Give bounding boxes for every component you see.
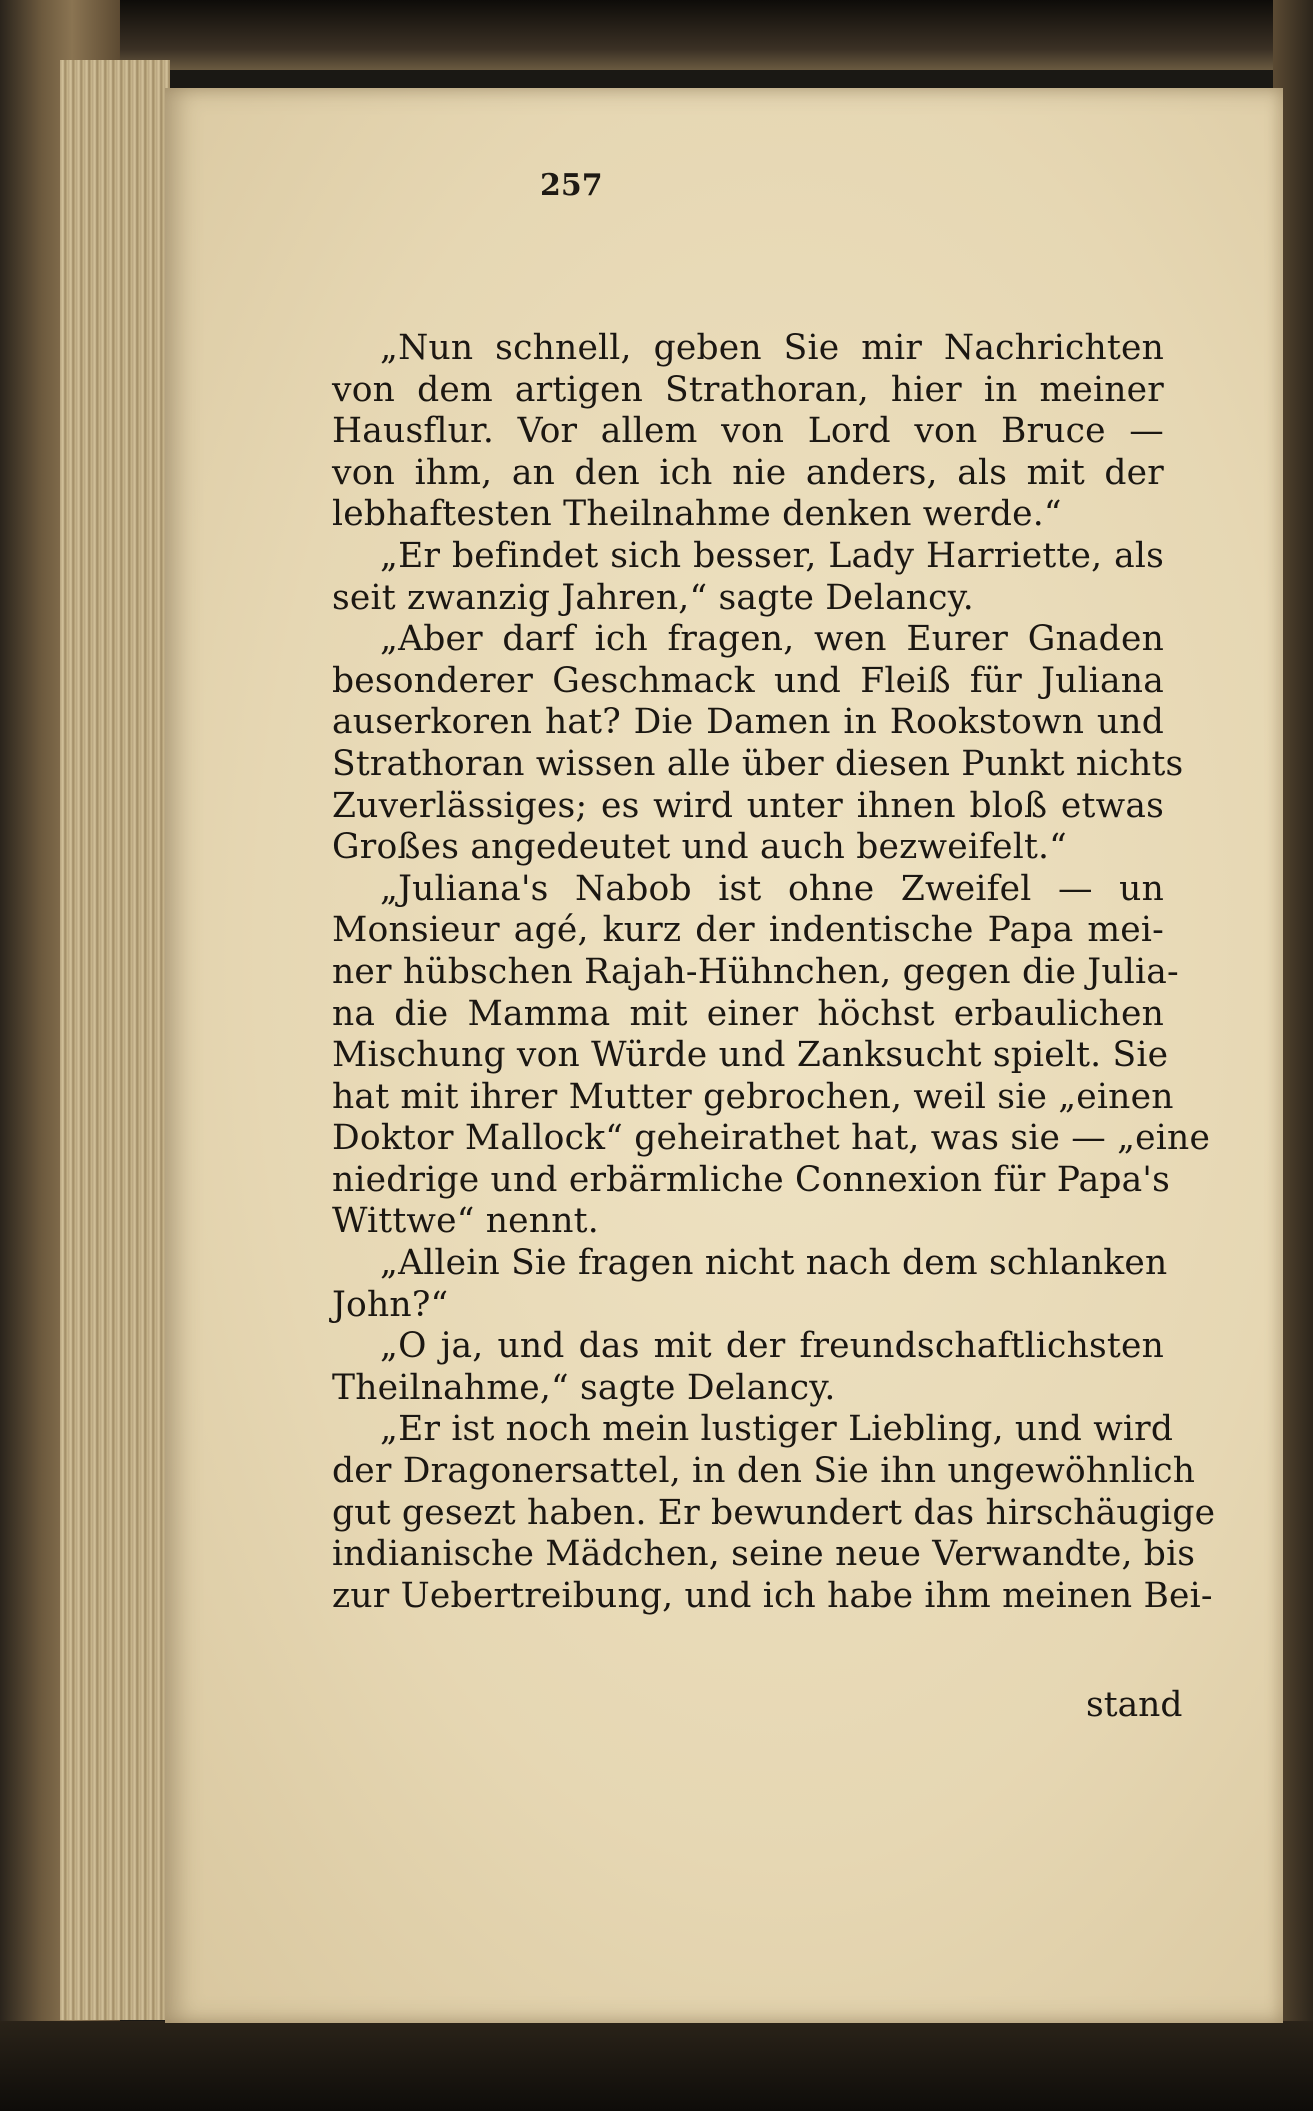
text-line: „Juliana's Nabob ist ohne Zweifel — un [380,868,1164,909]
text-line: lebhaftesten Theilnahme denken werde.“ [332,494,1062,535]
text-line: indianische Mädchen, seine neue Verwandte, bis [332,1534,1196,1575]
text-line: „Nun schnell, geben Sie mir Nachrichten [380,328,1164,368]
book-bottom-edge [0,2021,1313,2111]
page-number: 257 [540,168,603,203]
text-line: Theilnahme,“ sagte Delancy. [332,1367,836,1408]
text-line: John?“ [332,1284,449,1325]
catchword: stand [1086,1685,1183,1725]
text-line: zur Uebertreibung, und ich habe ihm meinen Bei- [332,1575,1213,1616]
text-line: niedrige und erbärmliche Connexion für Papa's [332,1159,1170,1200]
text-line: von dem artigen Strathoran, hier in meiner [332,369,1164,410]
text-line: von ihm, an den ich nie anders, als mit der [332,452,1164,493]
body-text [332,328,1216,1617]
text-line: Wittwe“ nennt. [332,1201,599,1242]
text-line: Strathoran wissen alle über diesen Punkt nichts [332,743,1184,784]
text-line: gut gesezt haben. Er bewundert das hirschäugige [332,1492,1216,1533]
text-line: „Er ist noch mein lustiger Liebling, und wird [380,1409,1174,1450]
text-line: besonderer Geschmack und Fleiß für Juliana [332,660,1164,701]
text-line: Großes angedeutet und auch bezweifelt.“ [332,827,1068,868]
text-line: auserkoren hat? Die Damen in Rookstown und [332,702,1164,743]
text-line: „Er befindet sich besser, Lady Harriette, als [380,535,1164,576]
text-line: der Dragonersattel, in den Sie ihn ungewöhnlich [332,1451,1196,1492]
text-line: Doktor Mallock“ geheirathet hat, was sie — „eine [332,1118,1211,1159]
text-line: seit zwanzig Jahren,“ sagte Delancy. [332,577,974,618]
page-stack-edges [60,60,170,2020]
text-line: Mischung von Würde und Zanksucht spielt. Sie [332,1035,1169,1076]
text-line: Zuverlässiges; es wird unter ihnen bloß etwas [332,785,1164,826]
book-top-edge [0,0,1313,70]
text-line: ner hübschen Rajah-Hühnchen, gegen die Julia- [332,951,1179,992]
text-line: na die Mamma mit einer höchst erbaulichen [332,993,1164,1034]
text-line: Monsieur agé, kurz der indentische Papa mei- [332,910,1164,951]
text-line: Hausflur. Vor allem von Lord von Bruce — [332,411,1164,452]
text-line: hat mit ihrer Mutter gebrochen, weil sie „einen [332,1076,1174,1117]
text-line: „Aber darf ich fragen, wen Eurer Gnaden [380,619,1164,660]
text-line: „Allein Sie fragen nicht nach dem schlanken [380,1243,1168,1284]
text-line: „O ja, und das mit der freundschaftlichsten [380,1326,1164,1367]
